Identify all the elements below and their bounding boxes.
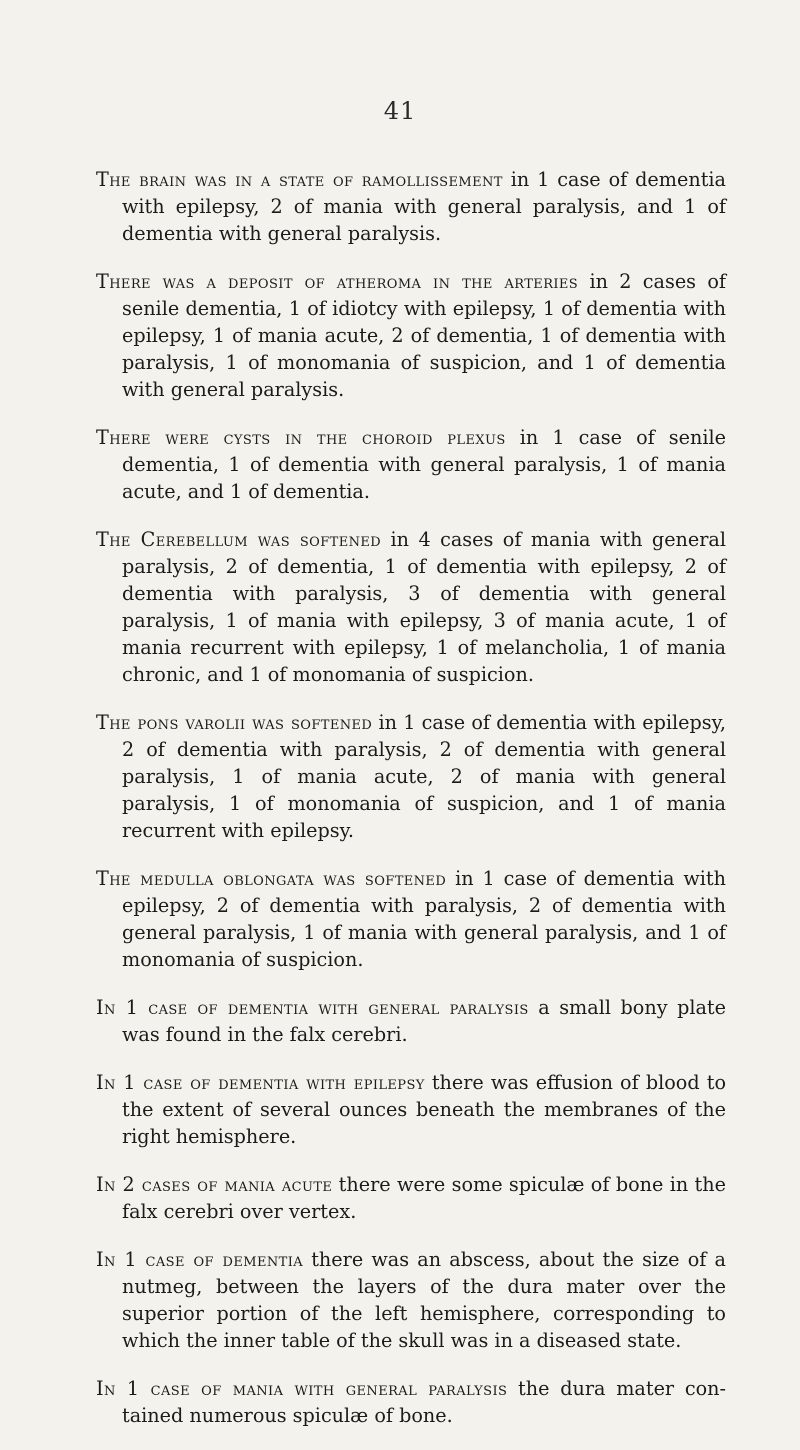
paragraph-medulla-oblongata [96, 865, 726, 973]
paragraph-bony-plate [96, 994, 726, 1048]
paragraph-cerebellum [96, 526, 726, 688]
paragraph-lead: In 1 case of dementia with epilepsy [96, 1071, 425, 1094]
paragraph-text: there were some spiculæ of bone in the falx cerebri over vertex. [122, 1173, 726, 1223]
paragraph-text: in 1 case of dementia with epilepsy, 2 of dementia with paralysis, 2 of dementia with general paralysis, 1 of mania acute, 2 of mania with general paralysis, 1 of monomania of suspicion, and 1 of mania recurrent with epilepsy. [122, 711, 726, 842]
paragraph-spiculae-falx [96, 1171, 726, 1225]
page-body [96, 166, 726, 1450]
paragraph-text: in 2 cases of senile dementia, 1 of idiotcy with epilepsy, 1 of dementia with epilepsy, 1 of mania acute, 2 of dementia, 1 of dementia with paralysis, 1 of monomania of suspicion, and 1 of dementia with general paralysis. [122, 270, 726, 401]
paragraph-effusion-of-blood [96, 1069, 726, 1150]
paragraph-lead: In 1 case of dementia [96, 1248, 304, 1271]
paragraph-lead: There were cysts in the choroid plexus [96, 426, 506, 449]
paragraph-text: the dura mater contained numerous spiculæ of bone. [122, 1377, 726, 1427]
paragraph-lead: The brain was in a state of ramollissement [96, 168, 503, 191]
paragraph-dura-mater-spiculae [96, 1375, 726, 1429]
paragraph-text: in 1 case of senile dementia, 1 of dementia with general paralysis, 1 of mania acute, and 1 of dementia. [122, 426, 726, 503]
paragraph-lead: There was a deposit of atheroma in the arteries [96, 270, 579, 293]
paragraph-text: in 1 case of dementia with epilepsy, 2 of dementia with paralysis, 2 of dementia with general paralysis, 1 of mania with general paralysis, and 1 of monomania of suspicion. [122, 867, 726, 971]
paragraph-lead: The pons varolii was softened [96, 711, 373, 734]
paragraph-pons-varolii [96, 709, 726, 844]
page-number: 41 [383, 97, 417, 125]
paragraph-choroid-cysts [96, 424, 726, 505]
paragraph-atheroma [96, 268, 726, 403]
paragraph-abscess [96, 1246, 726, 1354]
paragraph-text: there was effusion of blood to the extent of several ounces beneath the membranes of the right hemisphere. [122, 1071, 726, 1148]
paragraph-text: in 4 cases of mania with general paralysis, 2 of dementia, 1 of dementia with epilepsy, 2 of dementia with paralysis, 3 of dementia with general paralysis, 1 of mania with epilepsy, 3 of mania acute, 1 of mania recurrent with epilepsy, 1 of melancholia, 1 of mania chronic, and 1 of monomania of suspicion. [122, 528, 727, 686]
paragraph-text: there was an abscess, about the size of a nutmeg, between the layers of the dura mater over the superior portion of the left hemisphere, corresponding to which the inner table of the skull was in a diseased state. [122, 1248, 726, 1352]
paragraph-text: in 1 case of dementia with epilepsy, 2 of mania with general paralysis, and 1 of dementia with general paralysis. [122, 168, 726, 245]
paragraph-text: a small bony plate was found in the falx cerebri. [122, 996, 726, 1046]
paragraph-lead: In 2 cases of mania acute [96, 1173, 333, 1196]
paragraph-lead: The medulla oblongata was softened [96, 867, 447, 890]
paragraph-lead: The Cerebellum was softened [96, 528, 382, 551]
paragraph-lead: In 1 case of mania with general paralysis [96, 1377, 508, 1400]
paragraph-brain-ramollissement [96, 166, 726, 247]
paragraph-lead: In 1 case of dementia with general paralysis [96, 996, 529, 1019]
